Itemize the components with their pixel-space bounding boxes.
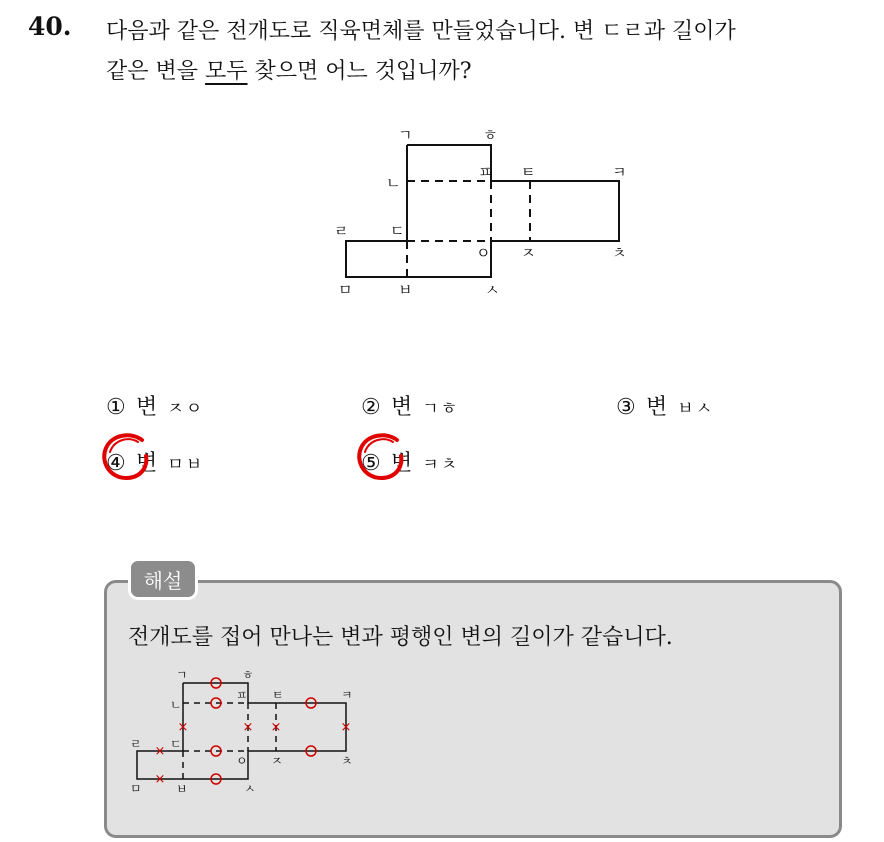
question-text-prefix: 같은 변을 [106,59,205,84]
vertex-label: ㄱ [398,126,413,144]
cross-mark-icon: × [340,720,352,735]
small-vertex-label: ㅋ [341,688,353,702]
option-edge: ㅋㅊ [422,455,460,475]
vertex-label: ㄴ [386,174,401,192]
cross-mark-icon: × [177,720,189,735]
vertex-label: ㅊ [612,244,627,262]
small-vertex-label: ㅌ [272,688,284,702]
vertex-label: ㅇ [476,244,491,262]
option-edge: ㄱㅎ [422,399,460,419]
small-vertex-label: ㄴ [170,698,182,712]
small-net-fold-lines [183,703,276,779]
option-edge: ㅁㅂ [167,455,205,475]
small-vertex-label: ㅁ [130,782,142,796]
option-edge: ㅂㅅ [677,399,715,419]
option-word: 변 [646,395,668,420]
small-vertex-label: ㅇ [236,754,248,768]
option-word: 변 [391,451,413,476]
vertex-label: ㄷ [390,222,405,240]
vertex-label: ㅁ [338,281,353,299]
option-number: ⑤ [361,451,381,476]
explanation-text: 전개도를 접어 만나는 변과 평행인 변의 길이가 같습니다. [128,625,673,650]
cross-mark-icon: × [154,772,166,787]
cross-mark-icon: × [270,720,282,735]
small-vertex-label: ㄷ [170,737,182,751]
vertex-label: ㅍ [478,163,493,181]
cross-mark-icon: × [242,720,254,735]
option-number: ① [106,395,126,420]
option-number: ② [361,395,381,420]
question-text-line1: 다음과 같은 전개도로 직육면체를 만들었습니다. 변 ㄷㄹ과 길이가 [106,19,736,44]
cross-mark-icon: × [154,744,166,759]
option-number: ④ [106,451,126,476]
vertex-label: ㅅ [485,281,500,299]
cross-marks [155,720,352,787]
option-number: ③ [616,395,636,420]
option-word: 변 [136,451,158,476]
small-vertex-label: ㅎ [242,668,254,682]
question-number: 40. [28,12,72,41]
vertex-label: ㅋ [612,163,627,181]
question-text-suffix: 찾으면 어느 것입니까? [247,59,472,84]
option-word: 변 [136,395,158,420]
small-vertex-label: ㄹ [130,737,142,751]
small-vertex-label: ㅊ [341,754,353,768]
small-vertex-label: ㅅ [244,782,256,796]
vertex-label: ㅂ [398,281,413,299]
vertex-label: ㅌ [521,163,536,181]
vertex-label: ㄹ [334,222,349,240]
option-word: 변 [391,395,413,420]
small-vertex-label: ㅍ [236,688,248,702]
option-edge: ㅈㅇ [167,399,205,419]
small-vertex-label: ㄱ [176,668,188,682]
vertex-label: ㅈ [521,244,536,262]
small-vertex-label: ㅈ [271,754,283,768]
explanation-tag: 해설 [128,558,198,600]
small-vertex-label: ㅂ [176,782,188,796]
vertex-label: ㅎ [483,126,498,144]
circle-marks [211,678,316,784]
underlined-word: 모두 [205,59,248,84]
